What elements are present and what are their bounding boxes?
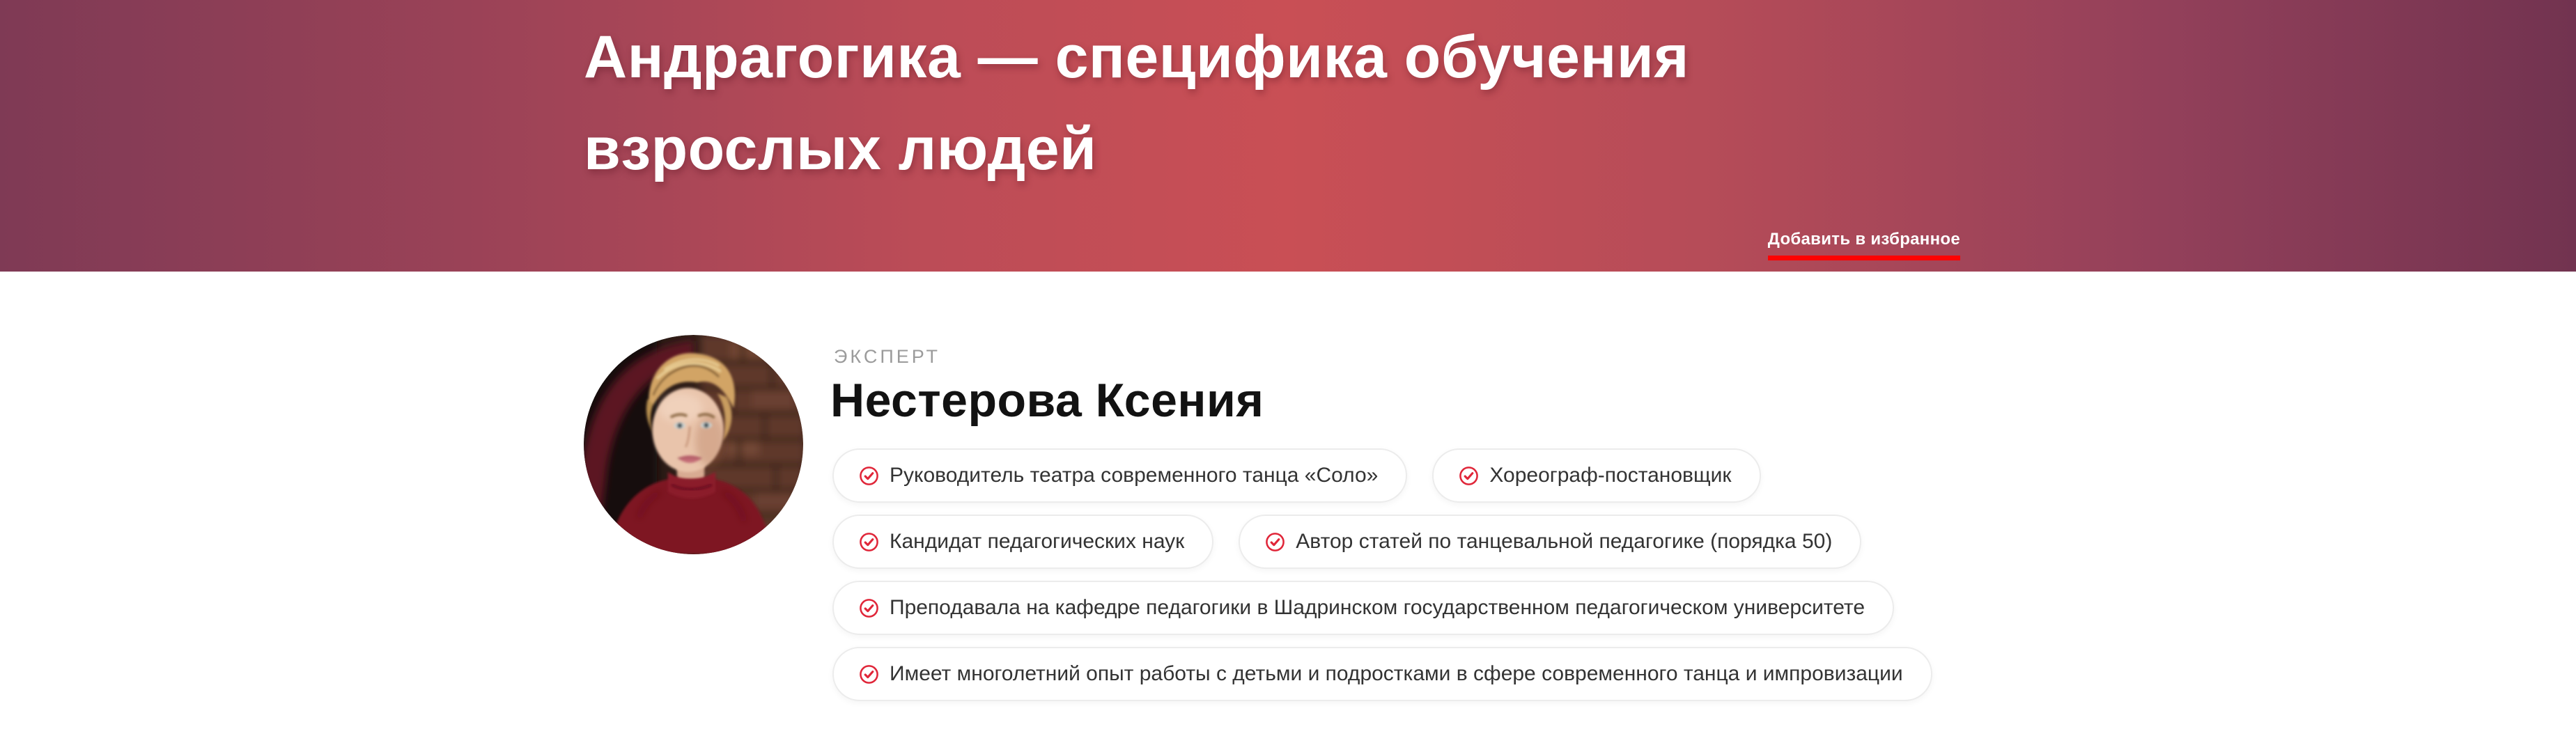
- add-to-favorites-link[interactable]: [1768, 230, 1960, 260]
- expert-card: [0, 272, 2576, 752]
- check-circle-icon: [859, 532, 879, 552]
- expert-badge: [832, 581, 1894, 635]
- expert-badge-label: Преподавала на кафедре педагогики в Шадринском государственном педагогическом университете: [890, 596, 1865, 619]
- expert-badge-label: Кандидат педагогических наук: [890, 530, 1185, 553]
- expert-badge: [1432, 448, 1760, 503]
- expert-name: Нестерова Ксения: [830, 374, 1264, 427]
- check-circle-icon: [1265, 532, 1285, 552]
- expert-badge-label: Автор статей по танцевальной педагогике (порядка 50): [1296, 530, 1833, 553]
- add-to-favorites-label: Добавить в избранное: [1767, 230, 1960, 249]
- favorites-underline: [1768, 256, 1960, 260]
- expert-badge: [1239, 515, 1861, 569]
- expert-badge: [832, 448, 1407, 503]
- check-circle-icon: [859, 466, 879, 486]
- expert-badge-label: Хореограф-постановщик: [1489, 464, 1732, 487]
- expert-badge-label: Руководитель театра современного танца «Соло»: [890, 464, 1379, 487]
- check-circle-icon: [859, 598, 879, 618]
- expert-photo: [584, 335, 803, 554]
- page-title: Андрагогика — специфика обучения взрослых людей: [584, 24, 1689, 182]
- expert-section-label: ЭКСПЕРТ: [834, 346, 941, 367]
- expert-badge: [832, 647, 1932, 701]
- page-header: [0, 0, 2576, 272]
- expert-badge-label: Имеет многолетний опыт работы с детьми и подростками в сфере современного танца и импровизации: [890, 662, 1903, 685]
- badge-list: [832, 448, 2019, 701]
- check-circle-icon: [1459, 466, 1479, 486]
- check-circle-icon: [859, 664, 879, 684]
- expert-badge: [832, 515, 1213, 569]
